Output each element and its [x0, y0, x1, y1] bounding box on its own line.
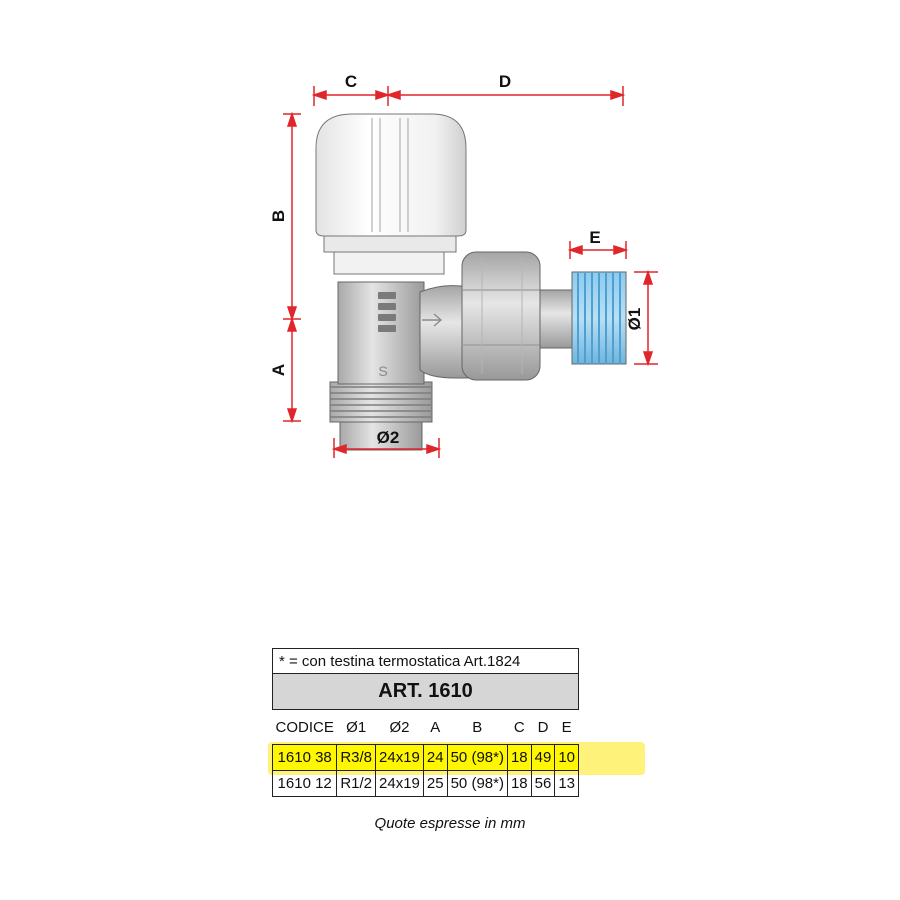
dim-label-b: B: [269, 209, 288, 223]
cell-e: 10: [555, 745, 579, 771]
cell-d2: 24x19: [376, 745, 424, 771]
table-row: [273, 745, 579, 771]
spec-table: [272, 648, 579, 797]
dim-label-a: A: [269, 363, 288, 377]
cell-a: 24: [423, 745, 447, 771]
col-header-code: CODICE: [275, 718, 334, 736]
col-header-c: C: [513, 718, 525, 736]
spec-table-container: [272, 648, 579, 797]
col-header-d: D: [537, 718, 549, 736]
table-header-row: [273, 710, 579, 745]
dim-label-c: C: [344, 72, 358, 91]
cell-b: 50 (98*): [447, 745, 507, 771]
col-header-b: B: [472, 718, 483, 736]
cell-e: 13: [555, 771, 579, 797]
dim-label-d1: Ø1: [625, 307, 644, 331]
valve-body: [316, 114, 626, 450]
cell-code: 1610 38: [273, 745, 337, 771]
cell-d1: R3/8: [337, 745, 376, 771]
valve-marking: S: [378, 363, 388, 379]
dim-label-d: D: [498, 72, 512, 91]
cell-d2: 24x19: [376, 771, 424, 797]
col-header-e: E: [561, 718, 572, 736]
cell-d: 49: [531, 745, 555, 771]
cell-c: 18: [507, 745, 531, 771]
table-row: [273, 771, 579, 797]
table-article-row: [273, 674, 579, 710]
cell-b: 50 (98*): [447, 771, 507, 797]
cell-a: 25: [423, 771, 447, 797]
table-note: * = con testina termostatica Art.1824: [273, 649, 579, 674]
col-header-d2: Ø2: [389, 718, 410, 736]
cell-code: 1610 12: [273, 771, 337, 797]
table-article-title: ART. 1610: [273, 674, 579, 710]
valve-cap: [316, 114, 466, 274]
dim-label-d2: Ø2: [376, 428, 400, 447]
table-note-row: [273, 649, 579, 674]
cell-d1: R1/2: [337, 771, 376, 797]
cell-d: 56: [531, 771, 555, 797]
units-caption: Quote espresse in mm: [374, 815, 526, 832]
union-nut: [462, 252, 540, 380]
col-header-a: A: [430, 718, 441, 736]
cell-c: 18: [507, 771, 531, 797]
tailpiece-thread: [572, 272, 626, 364]
col-header-d1: Ø1: [346, 718, 367, 736]
dim-label-e: E: [589, 228, 601, 247]
